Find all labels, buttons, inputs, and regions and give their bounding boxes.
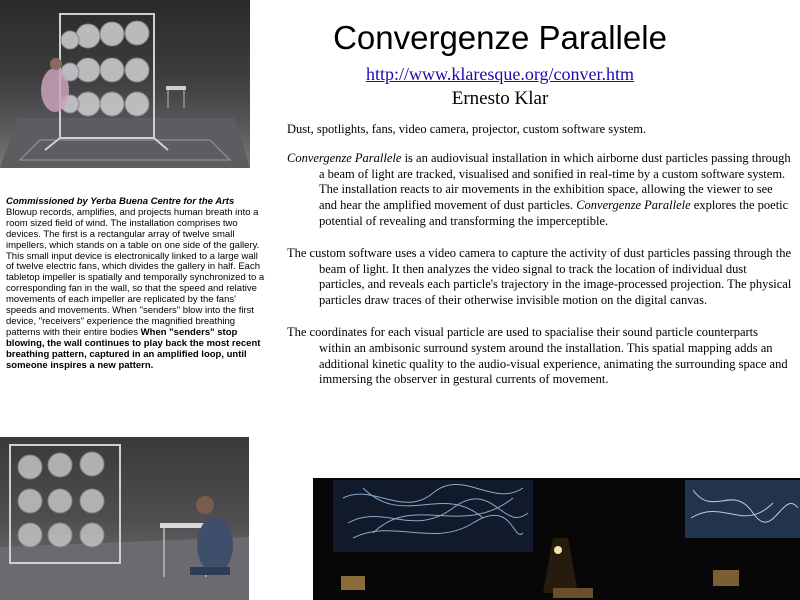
paragraph-1-text-a: is an audiovisual installation in which airborne dust particles passing through a beam of light are tracked, visualised and sonified in real-time by a custom software system. The installation reacts to air movements in the exhibition space, allowing the viewer to see and hear the amplified movement of dust particles. [319,150,791,213]
seated-visitor-photo [0,437,249,600]
fan-wall-illustration [0,0,250,168]
page-title: Convergenze Parallele [333,19,667,56]
fan-wall-photo [0,0,250,168]
work-title-italic: Convergenze Parallele [287,150,402,165]
caption-tail: When "senders" stop blowing, the wall continues to play back the most recent breathing pattern, captured in an amplified loop, until someone inspires a new pattern. [6,326,261,371]
artwork-description [287,122,792,404]
description-paragraph-1 [287,151,792,230]
materials-line: Dust, spotlights, fans, video camera, projector, custom software system. [287,122,647,136]
caption-commission: Commissioned by Yerba Buena Centre for the Arts [6,196,235,207]
project-url-link[interactable]: http://www.klaresque.org/conver.htm [366,64,634,84]
blowup-caption [6,197,268,372]
work-title-italic-2: Convergenze Parallele [576,198,691,213]
paragraph-1-text-b: explores the poetic potential of revealing and transforming the imperceptible. [319,198,789,228]
artist-name: Ernesto Klar [451,88,549,109]
description-paragraph-2: The custom software uses a video camera to capture the activity of dust particles passing through the beam of light. It then analyzes the video signal to track the location of individual dust particles, and reveals each particle's trajectory in the image-processed projection. The physical particles draw traces of their otherwise invisible motion on the digital canvas. [287,245,792,308]
projection-illustration [313,478,800,600]
projection-room-photo [313,478,800,600]
description-paragraph-3: The coordinates for each visual particle are used to spacialise their sound particle counterparts within an ambisonic surround system around the installation. This spatial mapping adds an additional kinetic quality to the audio-visual experience, animating the surrounding space and immersing the observer in gestural currents of movement. [287,324,788,387]
seated-visitor-illustration [0,437,249,600]
caption-body: Blowup records, amplifies, and projects human breath into a room sized field of wind. The installation comprises two devices. The first is a rectangular array of twelve small impellers, which stands on a table on one side of the gallery. This small input device is electronically linked to a large wall of twelve electric fans, which divides the gallery in half. Each tabletop impeller is spatially and temporally synchronized to a corresponding fan in the wall, so that the speed and relative movements of each impeller are replicated by the fans' speeds and movements. When "senders" blow into the first device, "receivers" experience the magnified breathing patterns with their entire bodies [6,206,265,338]
